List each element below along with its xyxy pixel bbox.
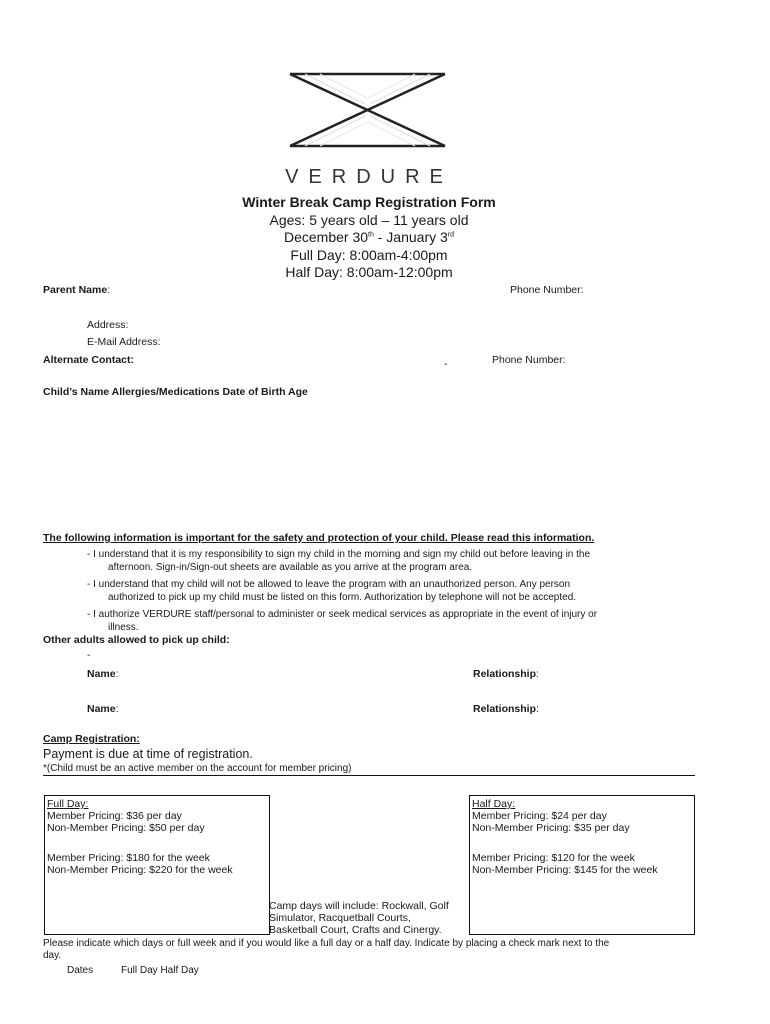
half-day-nonmember-day: Non-Member Pricing: $35 per day: [472, 822, 630, 834]
dates-line: [0, 229, 738, 245]
full-day-nonmember-week: Non-Member Pricing: $220 for the week: [47, 864, 233, 876]
alternate-contact-label: Alternate Contact:: [43, 354, 135, 366]
safety-item-3-line1: - I authorize VERDURE staff/personal to administer or seek medical services as appropriate in the event of injury or: [87, 609, 598, 620]
instructions-line1: Please indicate which days or full week and if you would like a full day or a half day. Indicate by placing a check mark next to the: [43, 938, 610, 949]
pickup-relationship-1[interactable]: Relationship:: [473, 668, 539, 680]
half-day-member-day: Member Pricing: $24 per day: [472, 810, 607, 822]
safety-item-1-line1: - I understand that it is my responsibility to sign my child in the morning and sign my child out before leaving in the: [87, 549, 591, 560]
parent-name-field[interactable]: Parent Name:: [43, 284, 111, 296]
camp-days-text: [269, 900, 469, 936]
half-day-title: Half Day:: [472, 798, 516, 810]
full-day-hours: Full Day: 8:00am-4:00pm: [290, 247, 448, 263]
half-day-nonmember-week: Non-Member Pricing: $145 for the week: [472, 864, 658, 876]
instructions-line2: day.: [43, 950, 62, 961]
alternate-phone-label: Phone Number:: [492, 354, 566, 366]
safety-item: [87, 548, 737, 574]
pickup-name-2[interactable]: Name:: [87, 703, 119, 715]
safety-item-1-line2: afternoon. Sign-in/Sign-out sheets are available as you arrive at the program area.: [108, 562, 473, 573]
safety-item-2-line1: - I understand that my child will not be allowed to leave the program with an unauthorized person. Any person: [87, 579, 571, 590]
parent-phone-label: Phone Number:: [510, 284, 584, 296]
full-day-nonmember-day: Non-Member Pricing: $50 per day: [47, 822, 205, 834]
instructions: [43, 938, 733, 962]
email-label: E-Mail Address:: [87, 336, 161, 348]
half-day-member-week: Member Pricing: $120 for the week: [472, 852, 635, 864]
safety-item: [87, 578, 737, 604]
pickup-dash: -: [87, 649, 91, 661]
dates-sup-rd: rd: [447, 231, 455, 239]
payment-note: Payment is due at time of registration.: [43, 747, 253, 761]
full-day-member-day: Member Pricing: $36 per day: [47, 810, 182, 822]
registration-heading: Camp Registration:: [43, 733, 140, 745]
pickup-heading: Other adults allowed to pick up child:: [43, 634, 230, 646]
alternate-dash: -: [444, 358, 448, 370]
divider: [43, 775, 695, 776]
brand-wordmark: VERDURE: [285, 166, 453, 188]
half-day-pricing-box: [469, 795, 695, 935]
full-day-pricing-box: [44, 795, 270, 935]
member-note: *(Child must be an active member on the account for member pricing): [43, 763, 352, 774]
dates-column-label: Dates: [67, 965, 94, 976]
ages-line: Ages: 5 years old – 11 years old: [269, 212, 469, 228]
half-day-hours: Half Day: 8:00am-12:00pm: [285, 264, 453, 280]
safety-item-2-line2: authorized to pick up my child must be listed on this form. Authorization by telephone will not be accepted.: [108, 592, 577, 603]
full-day-title: Full Day:: [47, 798, 89, 810]
pickup-relationship-2[interactable]: Relationship:: [473, 703, 539, 715]
parent-name-label: Parent Name: [43, 284, 108, 296]
camp-days-line3: Basketball Court, Crafts and Cinergy.: [269, 924, 442, 936]
dates-end: - January 3: [373, 229, 448, 245]
safety-item-3-line2: illness.: [108, 622, 139, 633]
full-day-member-week: Member Pricing: $180 for the week: [47, 852, 210, 864]
child-table-header: Child’s Name Allergies/Medications Date of Birth Age: [43, 386, 308, 398]
pickup-name-1[interactable]: Name:: [87, 668, 119, 680]
camp-days-line1: Camp days will include: Rockwall, Golf: [269, 900, 449, 912]
safety-item: [87, 608, 737, 634]
day-type-columns-label: Full Day Half Day: [121, 965, 199, 976]
form-title: Winter Break Camp Registration Form: [242, 194, 496, 210]
safety-heading: The following information is important for the safety and protection of your child. Please read this information.: [43, 532, 595, 544]
dates-sup-th: th: [368, 231, 374, 239]
verdure-logo-icon: [280, 64, 470, 164]
dates-start: December 30: [283, 229, 369, 245]
camp-days-line2: Simulator, Racquetball Courts,: [269, 912, 411, 924]
address-label: Address:: [87, 319, 129, 331]
